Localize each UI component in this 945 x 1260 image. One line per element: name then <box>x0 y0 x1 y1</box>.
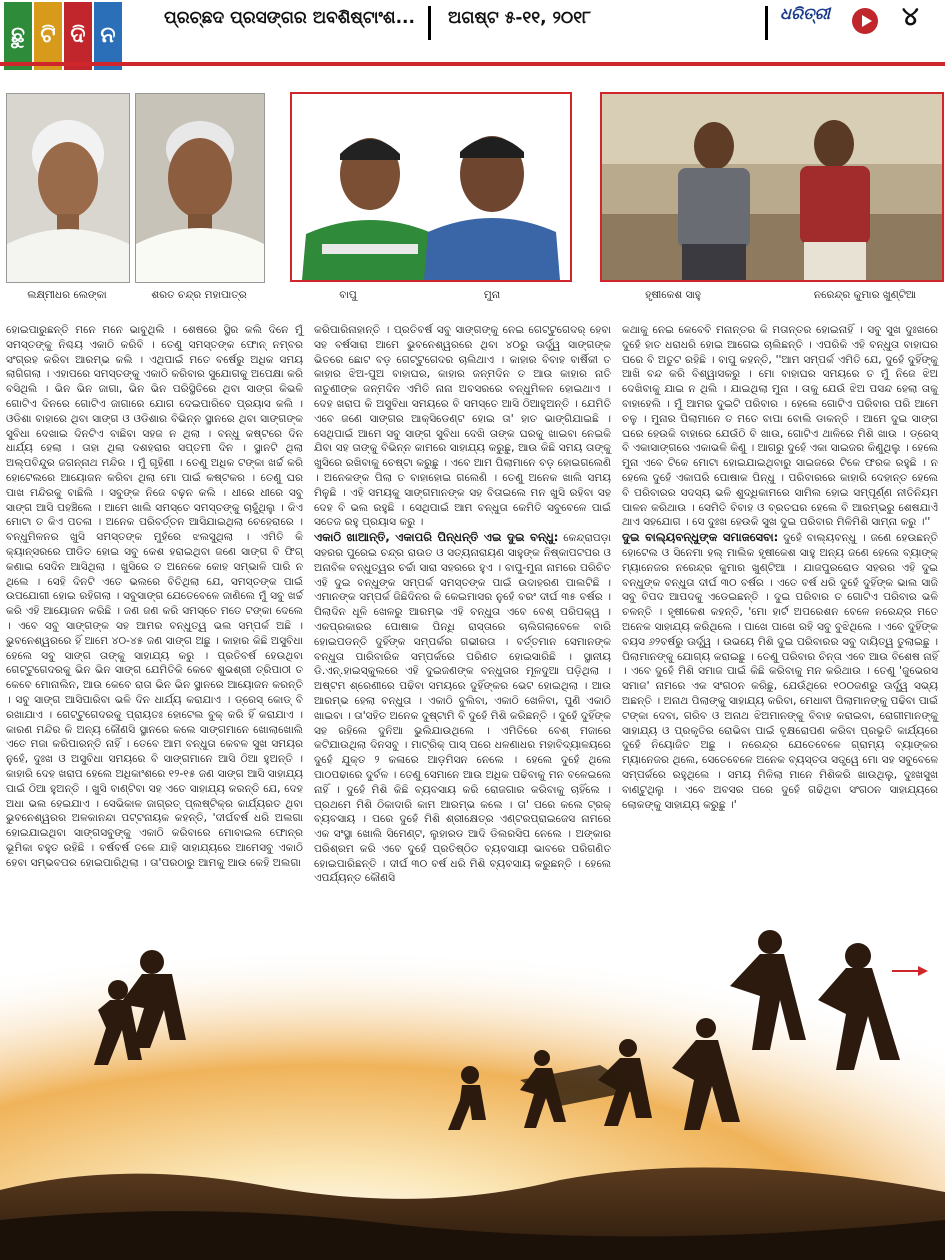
portrait-image <box>136 94 264 282</box>
photo-caption: ଶରତ ଚନ୍ଦ୍ର ମହାପାତ୍ର <box>151 289 247 301</box>
photo-caption: ହୃଷୀକେଶ ସାହୁ <box>645 289 701 301</box>
paragraph: ହୋଇପାରୁଛନ୍ତି ମନେ ମନେ ଭାବୁଥିଲି । ଶେଷରେ ସ୍ଥିର କଲି ଦିନେ ମୁଁ ସମସ୍ତଙ୍କୁ ନିଶ୍ଚୟ ଏକାଠି କରିବି । ତେଣୁ ସମସ୍ତଙ୍କ ଫୋନ୍ ନମ୍ବର ସଂଗ୍ରହ କରିବା ଆରମ୍ଭ କଲି । ଏଥିପାଇଁ ମତେ ବର୍ଷେରୁ ଅଧିକ ସମୟ ଲାଗିଗଲା । ଏହାପରେ ସମସ୍ତଙ୍କୁ ଏକାଠି କରିବାର ସୁଯୋଗକୁ ଅପେକ୍ଷା କରି ବସିଥିଲି । ଭିନ ଭିନ ଜାଗା, ଭିନ ଭିନ ପରିସ୍ଥିତିରେ ଥିବା ସାଙ୍ଗ କିଭଳି ଗୋଟିଏ ଦିନରେ ଗୋଟିଏ ଜାଗାରେ ଯୋଗ ଦେଇପାରିବେ ପ୍ରୟାସ କଲି । ଓଡିଶା ବାହାରେ ଥିବା ସାଙ୍ଗ ଓ ଓଡିଶାର ବିଭିନ୍ନ ସ୍ଥାନରେ ଥିବା ସାଙ୍ଗଙ୍କ ସୁବିଧା ଦେଖାଇ ଦିନଟିଏ ବାଛିବା ସହଜ ନ ଥିଲା । ବନ୍ଧୁ କଷ୍ଟରେ ଦିନ ଧାର୍ଯ୍ୟ ହେଲା । ତାହା ଥିଲା ଦଶହରାର ସପ୍ତମୀ ଦିନ । ସ୍ଥାନଟି ଥିଲା ଅଲ୍ପବିନ୍ଦୁର ଜଗନ୍ନାଥ ମନ୍ଦିର । ମୁଁ ଗୃହିଣୀ । ତେଣୁ ଅଧିକ ଟଙ୍କା ଖର୍ଚ୍ଚ କରି ହୋଟେଲରେ ଆୟୋଜନ କରିବା ଥିଲା ମୋ ପାଇଁ କଷ୍ଟକର । ତେଣୁ ଘର ପାଖ ମନ୍ଦିରକୁ ବାଛିଲି । ସବୁଙ୍କ ନିଜେ ବଢ଼ନ କଲି । ଧୀରେ ଧୀରେ ସବୁ ସାଙ୍ଗ ଆସି ପହଞ୍ଚିଲେ । ଆମେ ଖାଲି ସମସ୍ତେ ସମସ୍ତଙ୍କୁ ଚାହୁଁଥିଲୁ । କିଏ ମୋଟା ତ କିଏ ପତଳା । ଅନେକ ପରିବର୍ତ୍ତନ ଆସିଯାଇଥିଲା ଚେହେରାରେ । ବନ୍ଧୁମିଳନର ଖୁସି ସମସ୍ତଙ୍କ ମୁହଁରେ ଝଲସୁଥିଲା । ଏମିତି କି କ୍ୟାନ୍ସରରେ ପୀଡିତ ହୋଇ ସବୁ କେଶ ହରାଇଥିବା ଜଣେ ସାଙ୍ଗ ବି ଫିଗ୍ କଣାଇ ସେଦିନ ଆସିଥିଲା । ଖୁସିରେ ତ ଅନେକେ କୋହ ସମ୍ଭାଳି ପାରି ନ ଥିଲେ । ସେହି ଦିନଟି ଏତେ ଭଲରେ ବିତିଥିଲା ଯେ, ସମସ୍ତଙ୍କ ପାଇଁ ଉପଯୋଗୀ ହୋଇ ରହିଗଲା । ସବୁସାଙ୍ଗ ଯେତେବେଳେ ଜାଣିଲେ ମୁଁ ସବୁ ଖର୍ଚ୍ଚ କରି ଏହି ଆୟୋଜନ କରିଛି । ଜଣ ଜଣ କରି ସମସ୍ତେ ମତେ ଟଙ୍କା ଦେଲେ । ଏବେ ସବୁ ସାଙ୍ଗଙ୍କ ସହ ଆମର ବନ୍ଧୁତ୍ୱ ଭଲ ସମ୍ପର୍କ ଅଛି । ଭୁବନେଶ୍ୱରରେ ହିଁ ଆମେ ୪୦-୪୫ ଜଣ ସାଙ୍ଗ ଅଛୁ । କାହାର କିଛି ଅସୁବିଧା ହେଲେ ସବୁ ସାଙ୍ଗ ତାଙ୍କୁ ସାହାଯ୍ୟ କରୁ । ପ୍ରତିବର୍ଷ ହେଉଥିବା ଗେଟ୍ଟୁଗେଦରକୁ ଭିନ ଭିନ ସାଙ୍ଗ ଯେମିତିକି କେବେ ଶୁଭଶ୍ରୀ ତ୍ରିପାଠୀ ତ କେବେ ମୋନାଲିନ, ଆଉ କେବେ ରାତା ଭିନ ଭିନ ସ୍ଥାନରେ ଆୟୋଜନ କରନ୍ତି । ସବୁ ସାଙ୍ଗ ଆସିପାରିବା ଭଳି ଦିନ ଧାର୍ଯ୍ୟ କରାଯାଏ । ଡ୍ରେସ୍ କୋଡ୍ ବି ରଖାଯାଏ । ଗେଟ୍ଟୁଗେଦରକୁ ପ୍ରାୟତଃ ହୋଟେଲ ବୁକ୍ କରି ହିଁ କରାଯାଏ । କାରଣ ମନ୍ଦିର କି ଅନ୍ୟ କୌଣସି ସ୍ଥାନରେ କଲେ ସାଙ୍ଗମାନେ ଖୋଲାଖୋଲି ଏତେ ମଜା କରିପାରନ୍ତି ନାହିଁ । ତେବେ ଆମ ବନ୍ଧୁତା କେବଳ ସୁଖ ସମୟର ନୁହେଁ, ଦୁଃଖ ଓ ଅସୁବିଧା ସମୟରେ ବି ସାଙ୍ଗମାନେ ଆସି ଠିଆ ହୁଅନ୍ତି । କାହାରି ଦେହ ଖରାପ ହେଲେ ଅଧିକାଂଶରେ ୧୨-୧୫ ଜଣ ସାଙ୍ଗ ଆସି ସାହାଯ୍ୟ ପାଇଁ ଠିଆ ହୁଅନ୍ତି । ଖୁସି ବାଣ୍ଟିବା ସହ ଏତେ ସାହାଯ୍ୟ କରନ୍ତି ଯେ, ଦେହ ଅଧା ଭଲ ହେଇଯାଏ । ସେଭିକାଳ ଜାଗ୍ରତ୍ ପ୍ଲଷ୍ଟିକ୍‌ର କାର୍ଯ୍ୟରତ ଥିବା ଭୁବନେଶ୍ୱରର ଅଳକାନନ୍ଦା ପଟ୍ଟନାୟକ କହନ୍ତି, 'ଦୀର୍ଘବର୍ଷ ଧରି ଅଲଗା ହୋଇଯାଇଥିବା ସାଙ୍ଗସବୁଙ୍କୁ ଏକାଠି କରିବାରେ ମୋବାଇଲ ଫୋନ୍‌ର ଭୂମିକା ବହୁତ ରହିଛି । ବର୍ଷବର୍ଷ ତଳେ ଯାହି ସାହାଯ୍ୟରେ ଆମେସବୁ ଏକାଠି ହେବା ସମ୍ଭବପର ହୋଇପାରିଥିଲା । ତା'ପରଠାରୁ ଆମକୁ ଆଉ କେହି ଅଲଗା <box>6 324 303 869</box>
paragraph: କରିପାରିନାହାନ୍ତି । ପ୍ରତିବର୍ଷ ସବୁ ସାଙ୍ଗଙ୍କୁ ନେଇ ଗେଟ୍ଟୁଗେଦର୍ ହେବା ସହ ବର୍ଷସାରା ଆମେ ଭୁବନେଶ୍ୱରରେ ଥିବା ୪୦ରୁ ଊର୍ଦ୍ଧ୍ୱ ସାଙ୍ଗଙ୍କ ଭିତରେ ଛୋଟ ବଡ଼ ଗେଟ୍ଟୁଗେଦର ଚାଲିଥାଏ । କାହାର ବିବାହ ବାର୍ଷିକୀ ତ କାହାର ଝିଅ-ପୁଅ ବାହାଘର, କାହାର ଜନ୍ମଦିନ ତ ଆଉ କାହାର ନାତି ନାତୁଣୀଙ୍କ ଜନ୍ମଦିନ ଏମିତି ନାନା ଅବସରରେ ବନ୍ଧୁମିଳନ ହୋଇଥାଏ । ଦେହ ଖରାପ କି ଅସୁବିଧା ସମୟରେ ବି ସମସ୍ତେ ଆସି ଠିଆହୁଅନ୍ତି । ଯେମିତି ଏବେ ଜଣେ ସାଙ୍ଗର ଆକ୍ସିଡେଣ୍ଟ ହୋଇ ତା' ହାତ ଭାଙ୍ଗିଯାଇଛି । ସେଥିପାଇଁ ଆମେ ସବୁ ସାଙ୍ଗ ସୁବିଧା ଦେଖି ତାଙ୍କ ଘରକୁ ଖାଇବା ନେଇକି ଯିବା ସହ ତାଙ୍କୁ ବିଭିନ୍ନ କାମରେ ସାହାଯ୍ୟ କରୁଛୁ, ଆଉ କିଛି ସମୟ ତାଙ୍କୁ ଖୁସିରେ ରଖିବାକୁ ଚେଷ୍ଟା କରୁଛୁ । ଏବେ ଆମ ପିଲାମାନେ ବଡ଼ ହୋଇଗଲେଣି । ଅନେକଙ୍କ ପିଲା ତ ବାହାହୋଇ ଗଲେଣି । ତେଣୁ ଅନେକ ଖାଲି ସମୟ ମିଳୁଛି । ଏହି ସମୟକୁ ସାଙ୍ଗମାନଙ୍କ ସହ ବିତାଇଲେ ମନ ଖୁସି ରହିବା ସହ ଦେହ ବି ଭଲ ରହୁଛି । ସେଥିପାଇଁ ଆମ ବନ୍ଧୁତା କେମିତି ସବୁବେଳେ ପାଇଁ ସତେଜ ରହୁ ପ୍ରୟାସ କରୁ । <box>314 324 611 529</box>
photo-caption: ନରେନ୍ଦ୍ର କୁମାର ଖୁଣ୍ଟିଆ <box>813 289 917 301</box>
page-number: ୪ <box>902 2 919 32</box>
header-divider <box>765 6 768 40</box>
paragraph: ଦୁହେଁ ବାଲ୍ୟବନ୍ଧୁ । ଜଣେ ହେଉଛନ୍ତି ହୋଟେଲ ଓ ସିନେମା ହଲ୍ ମାଲିକ ହୃଷୀକେଶ ସାହୁ ଅନ୍ୟ ଜଣେ ହେଲେ ବ୍ୟାଙ୍କ୍ ମ୍ୟାନେଜର ନରେନ୍ଦ୍ର କୁମାର ଖୁଣ୍ଟିଆ । ଯାଜପୁରରୋଡ ସହରର ଏହି ଦୁଇ ବନ୍ଧୁଙ୍କ ବନ୍ଧୁତା ଦୀର୍ଘ ୩୦ ବର୍ଷର । ଏତେ ବର୍ଷ ଧରି ଦୁହେଁ ଦୁହିଁଙ୍କ ଭାଲ ସାଜି ସବୁ ବିପଦ ଆପଦକୁ ଏଡେଇଛନ୍ତି । ଦୁଇ ପରିବାର ତ ଗୋଟିଏ ପରିବାର ଭଳି ଚଳନ୍ତି । ହୃଷୀକେଶ କହନ୍ତି, 'ମୋ ହାର୍ଟ ଅପରେଶନ ବେଳେ ନରେନ୍ଦ୍ର ମତେ ଅନେକ ସାହାଯ୍ୟ କରିଥିଲେ । ପାଖେ ପାଖେ ରହି ସବୁ ବୁଝିଥିଲେ । ଏବେ ଦୁହିଁଙ୍କ ବୟସ ୬୨ବର୍ଷରୁ ଊର୍ଦ୍ଧ୍ୱ । ଉଭୟେ ମିଶି ଦୁଇ ପରିବାରର ସବୁ ଦାୟିତ୍ୱ ତୁଲାଇଛୁ । ପିଲାମାନଙ୍କୁ ଯୋଗ୍ୟ କରାଇଛୁ । ତେଣୁ ପରିବାର ଚିନ୍ତା ଏବେ ଆଉ ବିଶେଷ ନାହିଁ । ଏବେ ଦୁହେଁ ମିଶି ସମାଜ ପାଇଁ କିଛି କରିବାକୁ ମନ କରିଥାଉ । ତେଣୁ 'ଜୁଭେରସ ସମାଜ' ନାମରେ ଏକ ସଂଗଠନ କରିଛୁ, ଯେଉଁଥିରେ ୧୦୦ଜଣରୁ ଊର୍ଦ୍ଧ୍ୱ ସଭ୍ୟ ଅଛନ୍ତି । ଅନାଥ ପିଲାଙ୍କୁ ସାହାଯ୍ୟ କରିବା, ମେଧାବୀ ପିଲାମାନଙ୍କୁ ପଢିବା ପାଇଁ ଟଙ୍କା ଦେବା, ଗରିବ ଓ ଅନାଥ ଝିଅମାନଙ୍କୁ ବିବାହ କରାଇବା, ରୋଗୀମାନଙ୍କୁ ସାହାଯ୍ୟ ଓ ପ୍ରକୃତିର ରୋଭିବା ପାଇଁ ବୃକ୍ଷରୋପଣ କରିବା ପ୍ରଭୃତି କାର୍ଯ୍ୟରେ ଦୁହେଁ ନିୟୋଜିତ ଅଛୁ । ନରେନ୍ଦ୍ର ଯେତେବେଳେ ଗ୍ରାମ୍ୟ ବ୍ୟାଙ୍କର ମ୍ୟାନେଜର ଥିଲେ, ସେତେବେଳେ ଅନେକ ବ୍ୟସ୍ତତା ସତ୍ତ୍ୱେ ମୋ ସହ ସବୁବେଳେ ସମ୍ପର୍କରେ ରହୁଥିଲେ । ସମୟ ମିଳିଲା ମାନେ ମିଶିକରି ଖାଉଥିଲୁ, ଦୁଃଖସୁଖ ବାଣ୍ଟୁଥିଲୁ । ଏବେ ଅବସର ପରେ ଦୁହେଁ ଗଢିଥିବା ସଂଗଠନ ସାହାଯ୍ୟରେ ଲୋକଙ୍କୁ ସାହାଯ୍ୟ କରୁଛୁ ।' <box>622 532 938 811</box>
photo-frame <box>290 92 572 282</box>
logo-letter: ଛୁ <box>4 2 32 70</box>
logo-letter: ଦି <box>64 2 92 70</box>
paragraph: କେନ୍ଦ୍ରାପଡ଼ା ସହରର ପୁରେଇ ଚନ୍ଦ୍ର ରାଉତ ଓ ସତ୍ୟନାରାୟଣ ସାହୁଙ୍କ ନିଷ୍କାପଟପର ଓ ଅନାବିଳ ବନ୍ଧୁତ୍ୱର ଚର୍ଚ୍ଚା ସାରା ସହରରେ ହୁଏ । ବାପୁ-ମୁନା ନାମରେ ପରିଚିତ ଏହି ଦୁଇ ବନ୍ଧୁଙ୍କ ସମ୍ପର୍କ ସମସ୍ତଙ୍କ ପାଇଁ ଉଦାହରଣ ପାଲଟିଛି । ଏମାନଙ୍କ ସମ୍ପର୍କ ଜିଛିଦିନର କି କେଇମାସର ନୁହେଁ ବରଂ ଦୀର୍ଘ ୩୫ ବର୍ଷର । ପିଲାଦିନ ଧୂଳି ଖେଳରୁ ଆରମ୍ଭ ଏହି ବନ୍ଧୁତା ଏବେ ବେଶ୍ ପରିପକ୍ୱ । ଏକପ୍ରକାରର ପୋଷାକ ପିନ୍ଧି ରାସ୍ତାରେ ଚାଲିଗଲାବେଳେ ବାରି ହୋଇପଡନ୍ତି ଦୁହିଁଙ୍କ ସମ୍ପର୍କର ଗଭୀରତା । ବର୍ତ୍ତମାନ ସେମାନଙ୍କ ବନ୍ଧୁତା ପାରିବାରିକ ସମ୍ପର୍କରେ ପରିଣତ ହୋଇସାରିଛି । ସ୍ଥାନୀୟ ଡି.ଏନ୍.ହାଇସ୍କୁଲରେ ଏହି ଦୁଇଜଣଙ୍କ ବନ୍ଧୁତାର ମୂଳଦୁଆ ପଡ଼ିଥିଲା । ଅଷ୍ଟମ ଶ୍ରେଣୀରେ ପଢିବା ସମୟରେ ଦୁହିଁଙ୍କର ଭେଟ ହୋଇଥିଲା । ଆଉ ଆରମ୍ଭ ହେଲା ବନ୍ଧୁତା । ଏକାଠି ବୁଲିବା, ଏକାଠି ଖେଳିବା, ପୁଣି ଏକାଠି ଖାଇବା । ତା'ସହିତ ଅନେକ ଦୁଷ୍ଟାମି ବି ଦୁହେଁ ମିଶି କରିଛନ୍ତି । ଦୁହେଁ ଦୁହିଁଙ୍କ ସହ ରହିଲେ ଦୁନିଆ ଭୁଲିଯାଉଥିଲେ । ଏମିତିରେ ବେଶ୍ ମଜାରେ କଟିଯାଉଥିଲା ଦିନସବୁ । ମାଟ୍ରିକ୍ ପାସ୍ ପରେ ଧଳଣାଧର ମହାବିଦ୍ୟାଳୟରେ ଦୁହେଁ ଯୁକ୍ତ ୨ କଳାରେ ଆଡ଼ମିସନ ନେଲେ । ହେଲେ ଦୁହେଁ ଥିଲେ ପାଠପଢାରେ ଦୁର୍ବଳ । ତେଣୁ ସେମାନେ ଆଉ ଅଧିକ ପଢିବାକୁ ମନ ବଳେଇଲେ ନାହିଁ । ଦୁହେଁ ମିଶି କିଛି ବ୍ୟବସାୟ କରି ରୋଜଗାର କରିବାକୁ ଚାହିଁଲେ । ପ୍ରଥମେ ମିଶି ଠିକାଦାରି କାମ ଆରମ୍ଭ କଲେ । ତା' ପରେ କଲେ ଟ୍ରକ୍ ବ୍ୟବସାୟ । ପରେ ଦୁହେଁ ମିଶି ଶ୍ରୀକ୍ଷେତ୍ର ଏଣ୍ଟରପ୍ରାଇଜେସ ନାମରେ ଏକ ସଂସ୍ଥା ଖୋଲି ସିମେଣ୍ଟ, ଲୁହାରଡ ଆଦି ଡିଲରସିପ ନେଲେ । ଅଙ୍କାର ପରିଶ୍ରମ କରି ଏବେ ଦୁହେଁ ପ୍ରତିଷ୍ଠିତ ବ୍ୟବସାୟୀ ଭାବରେ ପରିଗଣିତ ହୋଇପାରିଛନ୍ତି । ଦୀର୍ଘ ୩୦ ବର୍ଷ ଧରି ମିଶି ବ୍ୟବସାୟ କରୁଛନ୍ତି । ହେଲେ ଏପର୍ଯ୍ୟନ୍ତ କୌଣସି <box>314 532 611 885</box>
photo-caption: ମୁନା <box>483 289 501 301</box>
paragraph: କଥାକୁ ନେଇ କେବେବି ମନାନ୍ତର କି ମତାନ୍ତର ହୋଇନାହିଁ । ସବୁ ସୁଖ ଦୁଃଖରେ ଦୁହେଁ ହାତ ଧରାଧରି ହୋଇ ଆଗେଇ ଚାଲିଛନ୍ତି । ଏପରିକି ଏହି ବନ୍ଧୁତା ବାହାଘର ପରେ ବି ଅତୁଟ ରହିଛି । ବାପୁ କହନ୍ତି, ''ଆମ ସମ୍ପର୍କ ଏମିତି ଯେ, ଦୁହେଁ ଦୁହିଁଙ୍କୁ ଆଖି ବନ୍ଦ କରି ବିଶ୍ୱାସକରୁ । ମୋ ବାହାଘର ସମୟରେ ତ ମୁଁ ନିଜେ ଝିଅ ଦେଖିବାକୁ ଯାଇ ନ ଥିଲି । ଯାଇଥିଲା ମୁନା । ତାକୁ ଯେଉଁ ଝିଅ ପସନ୍ଦ ହେଲା ତାକୁ ବାହାହେଲି । ମୁଁ ଆମର ଦୁଇଟି ପରିବାର । ହେଲେ ଗୋଟିଏ ପରିବାର ପରି ଆମେ ଚଳୁ । ମୁନାର ପିଲାମାନେ ତ ମତେ ବାପା ବୋଲି ଡାକନ୍ତି । ଆମେ ଦୁଇ ସାଙ୍ଗ ଘରେ ହେଉକି ବାହାରେ ଯେଉଁଠି ବି ଖାଉ, ଗୋଟିଏ ଥାଳିରେ ମିଶି ଖାଉ । ଡ୍ରେସ୍ ବି ଏକାସାଙ୍ଗରେ ଏକାଭଳି କିଣୁ । ଆଗରୁ ଦୁହେଁ ଏକା ସାଇଜର କିଣୁଥିଲୁ । ହେଲେ ମୁନା ଏବେ ଟିକେ ମୋଟା ହୋଇଯାଇଥିବାରୁ ସାଇଜରେ ଟିକେ ଫରକ ରହୁଛି । ନ ହେଲେ ଦୁହେଁ ଏକାପରି ପୋଷାକ ପିନ୍ଧୁ । ପରିବାରରେ କାହାରି ଦେହାନ୍ତ ହେଲେ ବି ପରିବାରର ସଦସ୍ୟ ଭଳି ଶୁଦ୍ଧିକାମରେ ସାମିଲ ହୋଇ ସମ୍ପୂର୍ଣ୍ଣ ନୀତିନିୟମ ପାଳନ କରିଥାଉ । ସେମିତି ବିବାହ ଓ ବ୍ରତଘର ହେଲେ ବି ଆରମ୍ଭରୁ ଶେଷଯାଏଁ ଥାଏ ସହଯୋଗ । ସେ ଦୁଃଖ ହେଉକି ସୁଖ ଦୁଇ ପରିବାର ମିଳିମିଶି ସାମ୍ନା କରୁ ।'' <box>622 324 938 529</box>
brand-logo: ଧରିତ୍ରୀ <box>780 4 830 23</box>
subheading: ଏକାଠି ଖାଆନ୍ତି, ଏକାପରି ପିନ୍ଧନ୍ତି ଏଇ ଦୁଇ ବନ୍ଧୁ: <box>314 530 559 545</box>
portrait-image <box>7 94 129 282</box>
issue-date: ଅଗଷ୍ଟ ୫-୧୧, ୨୦୧୮ <box>448 8 591 28</box>
photo-frame <box>600 92 944 282</box>
portrait-photo <box>6 93 130 283</box>
logo-letter: ନ <box>94 2 122 70</box>
section-logo <box>4 2 122 70</box>
play-icon <box>852 8 878 34</box>
section-title: ପ୍ରଚ୍ଛଦ ପ୍ରସଙ୍ଗର ଅବଶିଷ୍ଟାଂଶ... <box>164 8 415 28</box>
article-column-3 <box>622 323 938 812</box>
portrait-photo <box>135 93 265 283</box>
header-divider <box>428 6 431 40</box>
article-body <box>0 323 945 923</box>
article-column-2 <box>314 323 611 886</box>
article-column-1 <box>6 323 303 870</box>
duo-photo <box>292 94 570 280</box>
photo-caption: ବାପୁ <box>339 289 357 301</box>
photo-caption: ଲକ୍ଷ୍ମୀଧର ଲେଙ୍କା <box>27 289 107 301</box>
header-rule <box>0 62 945 66</box>
subheading: ଦୁଇ ବାଲ୍ୟବନ୍ଧୁଙ୍କ ସମାଜସେବା: <box>622 530 779 545</box>
page-header <box>0 0 945 78</box>
logo-letter: ଟି <box>34 2 62 70</box>
friendship-silhouette-illustration <box>0 930 945 1260</box>
duo-photo <box>602 94 942 280</box>
